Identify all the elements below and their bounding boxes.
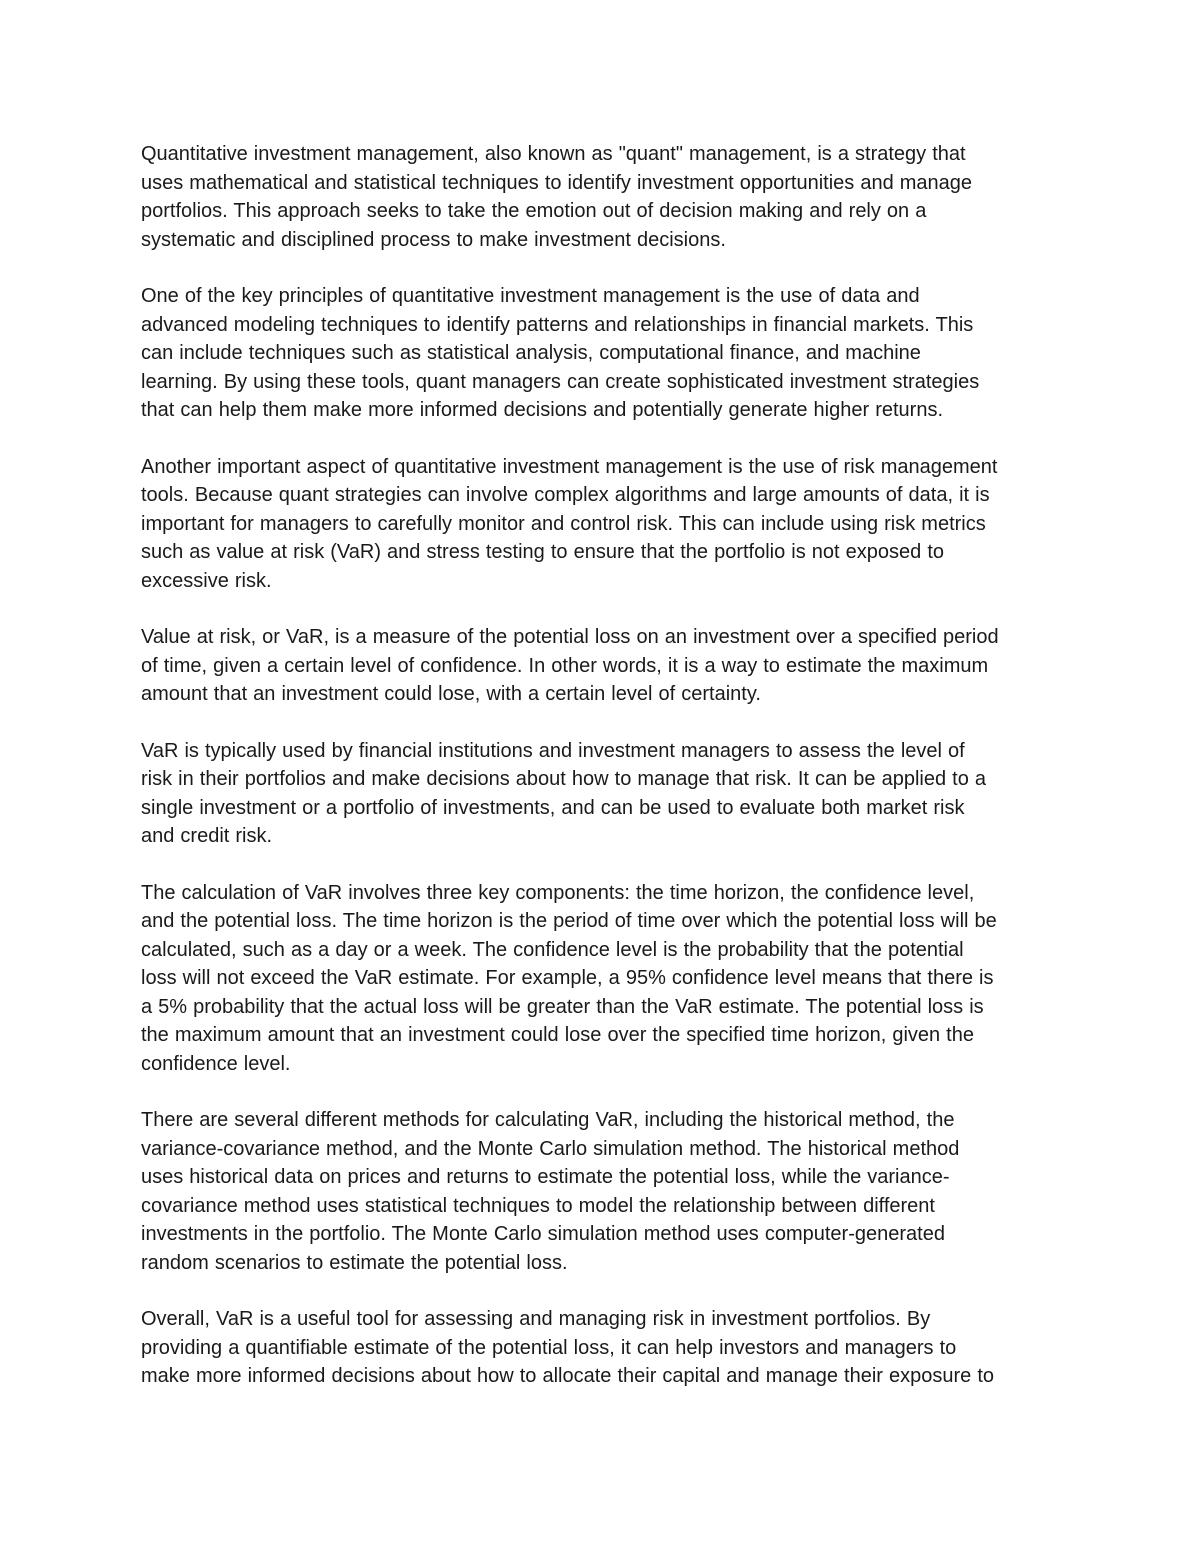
paragraph-var-usage: VaR is typically used by financial institutions and investment managers to assess the level of risk in their portfolios and make decisions about how to manage that risk. It can be applied to a single investment or a portfolio of investments, and can be used to evaluate both market risk and credit risk. (141, 739, 987, 847)
paragraph-overall: Overall, VaR is a useful tool for assessing and managing risk in investment portfolios. By providing a quantifiable estimate of the potential loss, it can help investors and managers to make more informed decisions about how to allocate their capital and manage their exposure to (141, 1308, 995, 1387)
paragraph-var-methods: There are several different methods for calculating VaR, including the historical method, the variance-covariance method, and the Monte Carlo simulation method. The historical method uses historical data on prices and returns to estimate the potential loss, while the variance- covariance method uses statistical techniques to model the relationship between different investments in the portfolio. The Monte Carlo simulation method uses computer-generated random scenarios to estimate the potential loss. (141, 1109, 960, 1274)
paragraph-quant-intro: Quantitative investment management, also known as "quant" management, is a strategy that uses mathematical and statistical techniques to identify investment opportunities and manage portfolios. This approach seeks to take the emotion out of decision making and rely on a systematic and disciplined process to make investment decisions. (141, 143, 973, 251)
paragraph-risk-management: Another important aspect of quantitative investment management is the use of risk management tools. Because quant strategies can involve complex algorithms and large amounts of data, it is important for managers to carefully monitor and control risk. This can include using risk metrics such as value at risk (VaR) and stress testing to ensure that the portfolio is not exposed to excessive risk. (141, 455, 998, 592)
paragraph-var-definition: Value at risk, or VaR, is a measure of the potential loss on an investment over a specified period of time, given a certain level of confidence. In other words, it is a way to estimate the maximum amount that an investment could lose, with a certain level of certainty. (141, 626, 999, 705)
document-body (141, 140, 1066, 1419)
paragraph-var-calculation: The calculation of VaR involves three key components: the time horizon, the confidence level, and the potential loss. The time horizon is the period of time over which the potential loss will be calculated, such as a day or a week. The confidence level is the probability that the potential loss will not exceed the VaR estimate. For example, a 95% confidence level means that there is a 5% probability that the actual loss will be greater than the VaR estimate. The potential loss is the maximum amount that an investment could lose over the specified time horizon, given the confidence level. (141, 881, 997, 1075)
paragraph-key-principles: One of the key principles of quantitative investment management is the use of data and advanced modeling techniques to identify patterns and relationships in financial markets. This can include techniques such as statistical analysis, computational finance, and machine learning. By using these tools, quant managers can create sophisticated investment strategies that can help them make more informed decisions and potentially generate higher returns. (141, 285, 980, 421)
